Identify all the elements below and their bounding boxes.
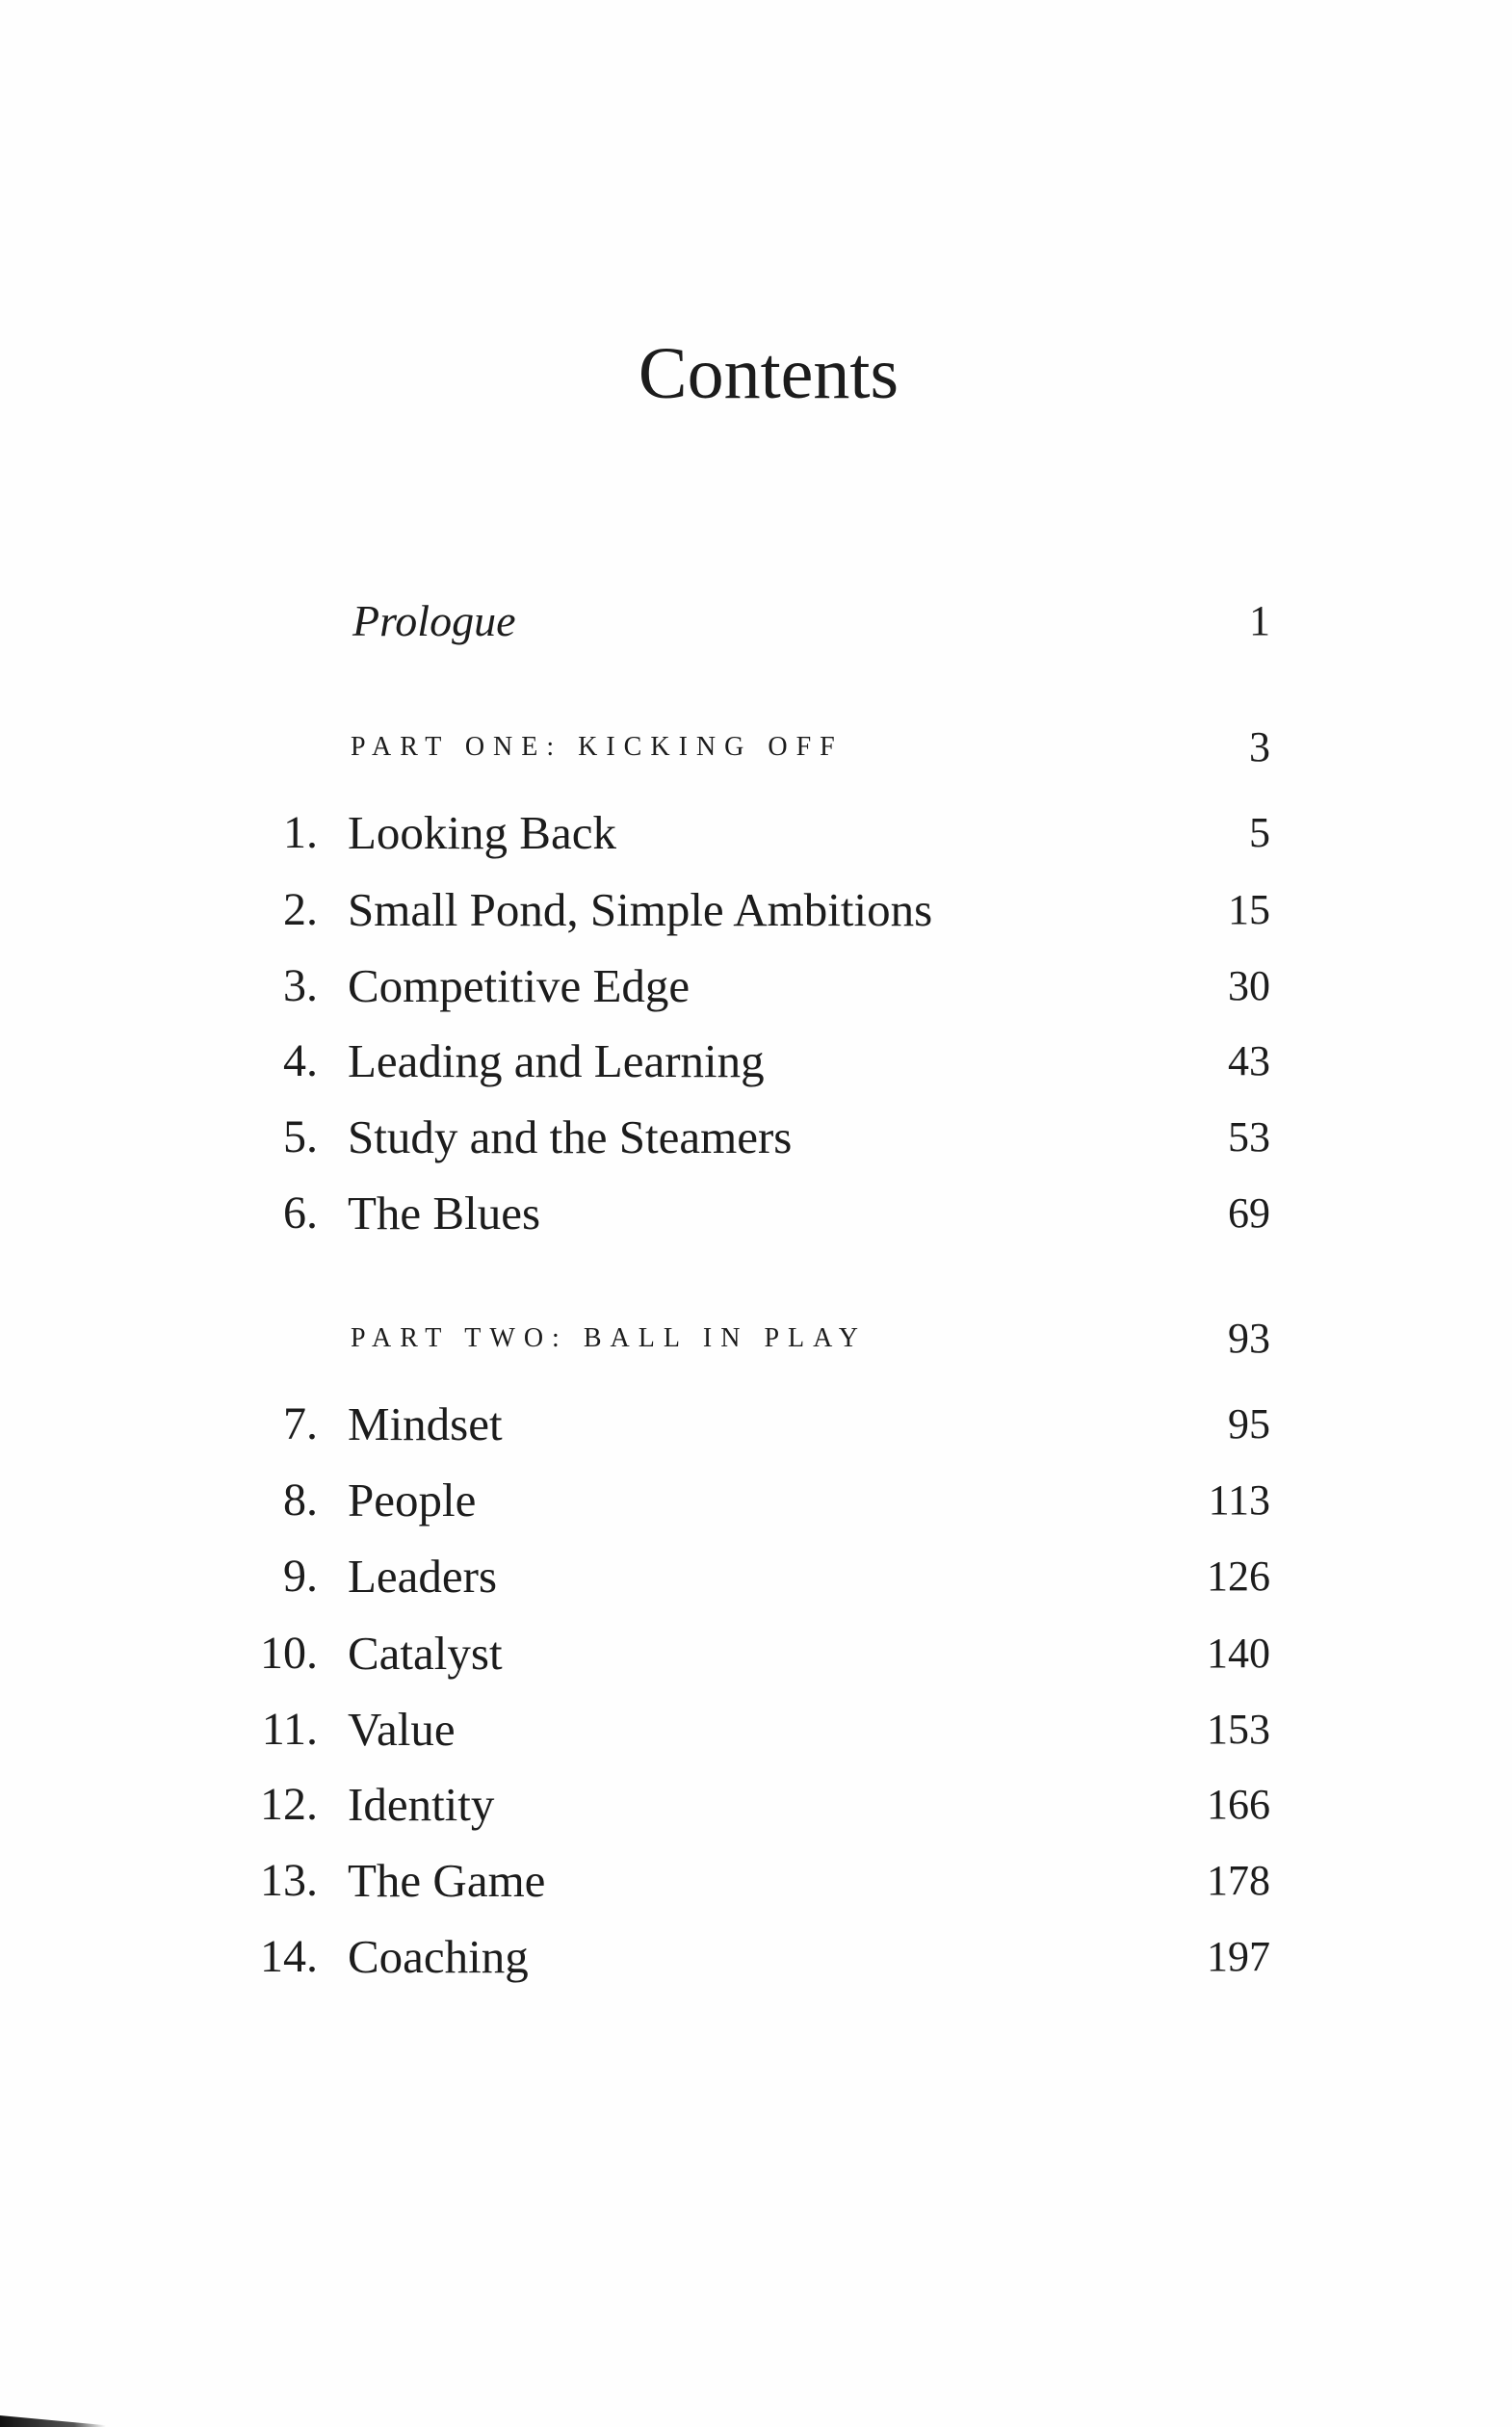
page-number: 126 [1207,1553,1270,1600]
entry-title: Competitive Edge [348,959,691,1012]
chapter-number: 14. [260,1931,318,1982]
entry-title: Identity [348,1778,495,1831]
chapter-number: 5. [283,1111,318,1162]
entry-title: People [348,1474,477,1527]
page-number: 166 [1207,1781,1270,1828]
chapter-number: 7. [283,1398,318,1449]
entry-title: Value [348,1703,456,1756]
part-heading [0,717,1512,778]
entry-title: The Game [348,1854,546,1907]
toc-entry [0,1107,1512,1168]
page-number: 153 [1207,1706,1270,1753]
chapter-number: 4. [283,1035,318,1086]
chapter-number: 2. [283,884,318,935]
chapter-number: 8. [283,1474,318,1526]
toc-entry [0,1699,1512,1761]
page-number: 95 [1228,1400,1270,1448]
entry-title: Looking Back [348,806,616,859]
chapter-number: 10. [260,1628,318,1679]
entry-title: Leaders [348,1550,498,1603]
page-number: 3 [1249,723,1270,770]
chapter-number: 6. [283,1187,318,1239]
page-number: 113 [1208,1476,1270,1524]
toc-entry [0,1926,1512,1988]
toc-entry [0,1394,1512,1455]
toc-entry [0,802,1512,864]
entry-title: Catalyst [348,1627,503,1680]
scan-shadow [0,2415,106,2427]
toc-entry [0,1470,1512,1531]
toc-entry [0,1774,1512,1836]
chapter-number: 3. [283,960,318,1011]
page-number: 197 [1207,1933,1270,1980]
chapter-number: 11. [261,1704,318,1755]
chapter-number: 9. [283,1551,318,1602]
page-number: 53 [1228,1113,1270,1161]
page-number: 30 [1228,962,1270,1009]
toc-entry [0,1031,1512,1092]
toc-entry [0,1850,1512,1912]
toc-entry [0,879,1512,941]
page-number: 69 [1228,1189,1270,1237]
toc-entry [0,955,1512,1017]
toc-entry [0,590,1512,652]
entry-title: Leading and Learning [348,1034,765,1087]
page-number: 15 [1228,886,1270,933]
entry-title: Small Pond, Simple Ambitions [348,883,933,936]
entry-title: Prologue [352,596,516,645]
page-number: 93 [1228,1315,1270,1362]
toc-entry [0,1183,1512,1244]
page-number: 178 [1207,1857,1270,1904]
toc-entry [0,1623,1512,1684]
chapter-number: 12. [260,1779,318,1830]
chapter-number: 13. [260,1855,318,1906]
entry-title: Mindset [348,1397,503,1450]
chapter-number: 1. [283,807,318,858]
entry-title: Coaching [348,1930,529,1983]
page-title: Contents [638,333,899,414]
entry-title: PART ONE: KICKING OFF [351,732,844,762]
page-number: 140 [1207,1630,1270,1677]
entry-title: PART TWO: BALL IN PLAY [351,1323,867,1353]
entry-title: Study and the Steamers [348,1110,793,1163]
part-heading [0,1308,1512,1370]
page-number: 5 [1249,809,1270,856]
page-number: 1 [1249,597,1270,644]
entry-title: The Blues [348,1187,541,1240]
page-number: 43 [1228,1037,1270,1084]
toc-entry [0,1546,1512,1607]
